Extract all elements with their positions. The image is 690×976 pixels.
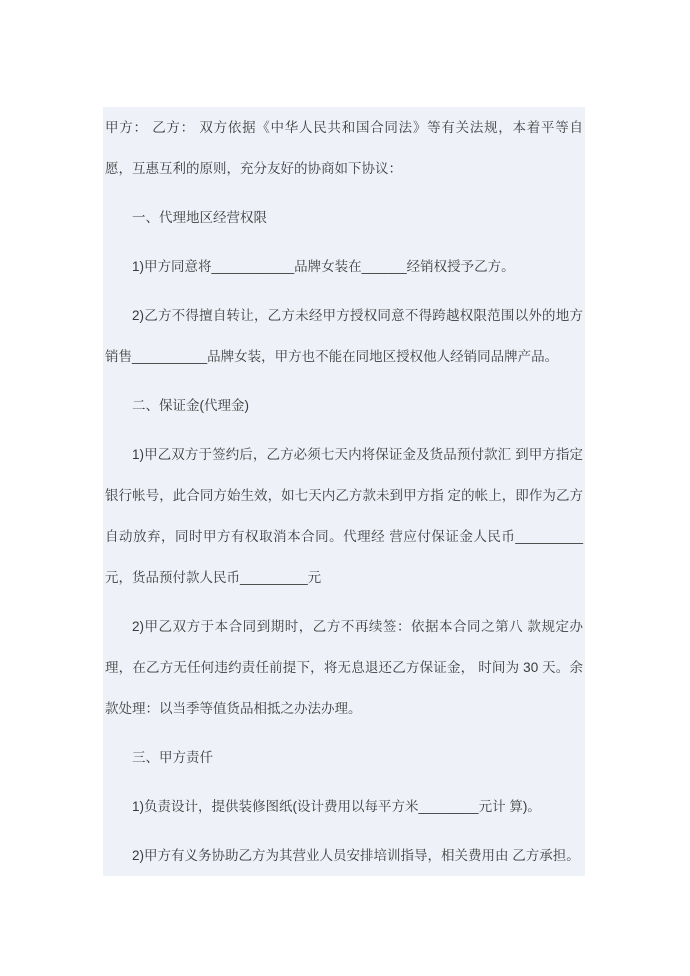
contract-clause-2-2: 2)甲乙双方于本合同到期时，乙方不再续签：依据本合同之第八 款规定办理，在乙方无任何违约责任前提下，将无息退还乙方保证金， 时间为 30 天。余款处理：以当季等值货品相抵之办法办理。 [105, 619, 583, 716]
contract-clause-1-2: 2)乙方不得擅自转让，乙方未经甲方授权同意不得跨越权限范围以外的地方销售__________品牌女装，甲方也不能在同地区授权他人经销同品牌产品。 [105, 308, 583, 364]
contract-clause-1-1: 1)甲方同意将___________品牌女装在______经销权授予乙方。 [132, 259, 515, 274]
section-heading-1: 一、代理地区经营权限 [132, 210, 267, 225]
contract-clause-3-1: 1)负责设计，提供装修图纸(设计费用以每平方米________元计 算)。 [132, 799, 541, 814]
section-heading-2: 二、保证金(代理金) [132, 398, 249, 413]
section-heading-3: 三、甲方责仟 [132, 750, 213, 765]
contract-intro-paragraph: 甲方： 乙方： 双方依据《中华人民共和国合同法》等有关法规，本着平等自愿，互惠互利的原则，充分友好的协商如下协议： [105, 120, 583, 176]
contract-clause-3-2: 2)甲方有义务协助乙方为其营业人员安排培训指导，相关费用由 乙方承担。 [132, 848, 580, 863]
contract-document [103, 107, 585, 876]
contract-clause-2-1: 1)甲乙双方于签约后，乙方必须七天内将保证金及货品预付款汇 到甲方指定银行帐号，此合同方始生效，如七天内乙方款未到甲方指 定的帐上，即作为乙方自动放弃，同时甲方有权取消本合同。代理经 营应付保证金人民币_________元，货品预付款人民币_________元 [105, 447, 583, 585]
